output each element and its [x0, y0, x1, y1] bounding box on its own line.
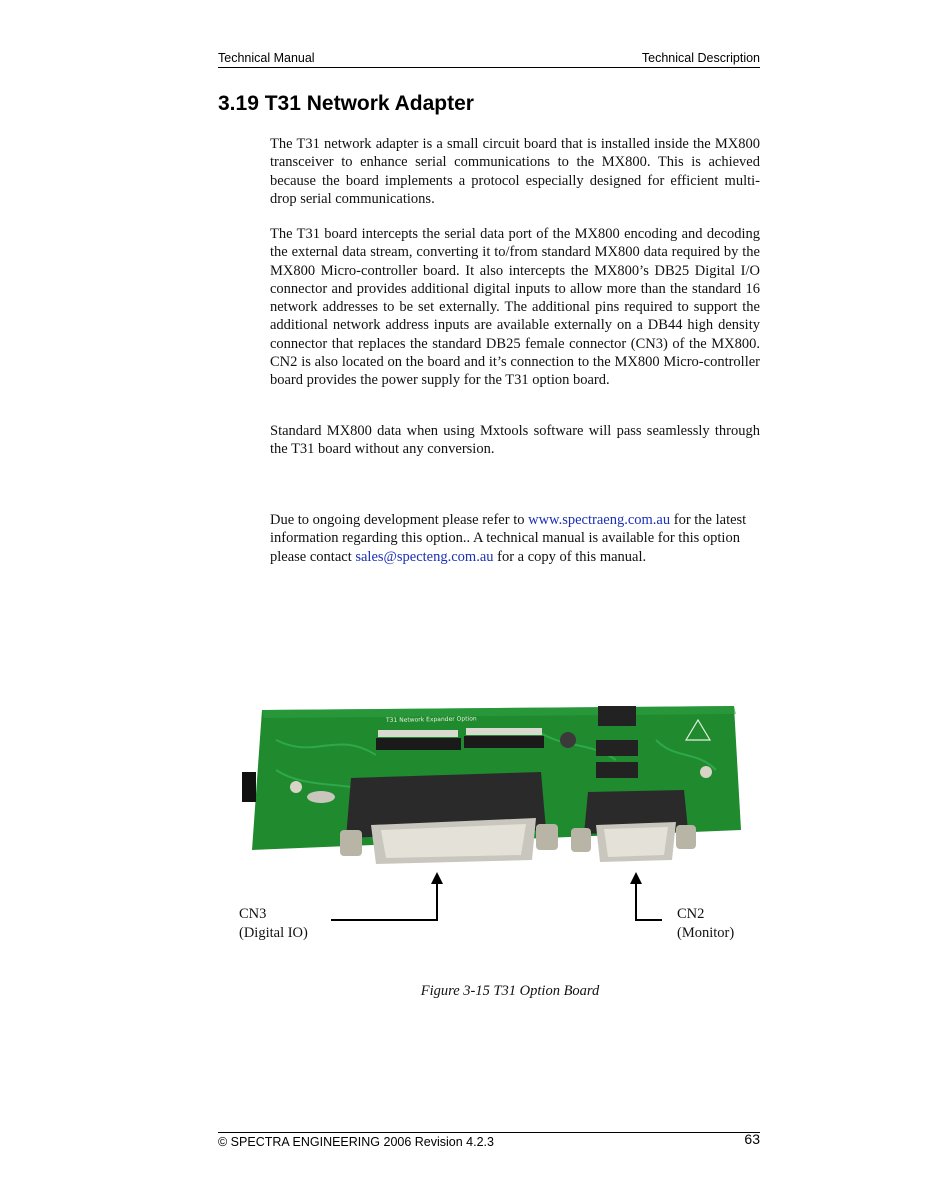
left-edge-connector: [242, 772, 256, 802]
cn2-label: CN2: [677, 906, 705, 922]
cn3-description: (Digital IO): [239, 925, 308, 941]
mounting-hole-left: [290, 781, 302, 793]
paragraph-1: The T31 network adapter is a small circuit board that is installed inside the MX800 transceiver to enhance serial communications to the MX800. This is achieved because the board implements a protocol especially designed for efficient multi-drop serial communications.: [270, 136, 760, 207]
ic-strip-left: [376, 738, 461, 750]
cn2-screw-left: [571, 828, 591, 852]
cn3-arrow: [331, 882, 437, 920]
crystal: [307, 791, 335, 803]
figure-caption: Figure 3-15 T31 Option Board: [420, 983, 600, 999]
cn2-screw-right: [676, 825, 696, 849]
cn3-screw-right: [536, 824, 558, 850]
paragraph-4-text-b: for the latest information regarding this option.. A technical manual is available for this option please contact: [270, 512, 747, 565]
website-link[interactable]: www.spectraeng.com.au: [528, 512, 671, 528]
paragraph-4: [270, 511, 760, 566]
section-title: 3.19 T31 Network Adapter: [218, 92, 474, 115]
header-left: Technical Manual: [218, 51, 315, 65]
cn2-description: (Monitor): [677, 925, 735, 941]
cn3-screw-left: [340, 830, 362, 856]
cn3-label: CN3: [239, 906, 267, 922]
footer-rule: [218, 1132, 760, 1133]
cn2-callout: [677, 905, 734, 943]
paragraph-4-text-a: Due to ongoing development please refer to: [270, 512, 529, 528]
ic-strip-right: [464, 736, 544, 748]
ic-label-right: [466, 728, 542, 735]
cn3-callout: [239, 905, 308, 943]
page-number: 63: [744, 1131, 760, 1147]
mounting-hole-right: [700, 766, 712, 778]
ic-label-left: [378, 730, 458, 737]
board-silkscreen: T31 Network Expander Option: [385, 715, 477, 724]
capacitor: [560, 732, 576, 748]
header-rule: [218, 67, 760, 68]
cn3-arrowhead-icon: [431, 872, 443, 884]
cn2-connector-face: [604, 827, 668, 857]
cn2-arrowhead-icon: [630, 872, 642, 884]
pin-header-top: [598, 706, 636, 726]
paragraph-2: The T31 board intercepts the serial data port of the MX800 encoding and decoding the external data stream, converting it to/from standard MX800 data required by the MX800 Micro-controller board. It also intercepts the MX800’s DB25 Digital I/O connector and provides additional digital inputs to allow more than the standard 16 network addresses to be set externally. The additional pins required to support the additional network address inputs are available externally on a DB44 high density connector that replaces the standard DB25 female connector (CN3) of the MX800. CN2 is also located on the board and it’s connection to the MX800 Micro-controller board provides the power supply for the T31 option board.: [270, 226, 760, 389]
header-right: Technical Description: [641, 51, 760, 65]
figure-caption-wrap: [0, 983, 926, 1000]
paragraph-4-text-c: for a copy of this manual.: [493, 548, 647, 565]
pin-header-middle: [596, 740, 638, 756]
paragraph-3: Standard MX800 data when using Mxtools software will pass seamlessly through the T31 board without any conversion.: [270, 423, 760, 458]
cn2-arrow: [636, 882, 662, 920]
pin-header-bottom: [596, 762, 638, 778]
email-link[interactable]: sales@specteng.com.au: [355, 548, 494, 565]
t31-board-photo: [236, 700, 746, 868]
footer-copyright: © SPECTRA ENGINEERING 2006 Revision 4.2.3: [218, 1135, 494, 1149]
